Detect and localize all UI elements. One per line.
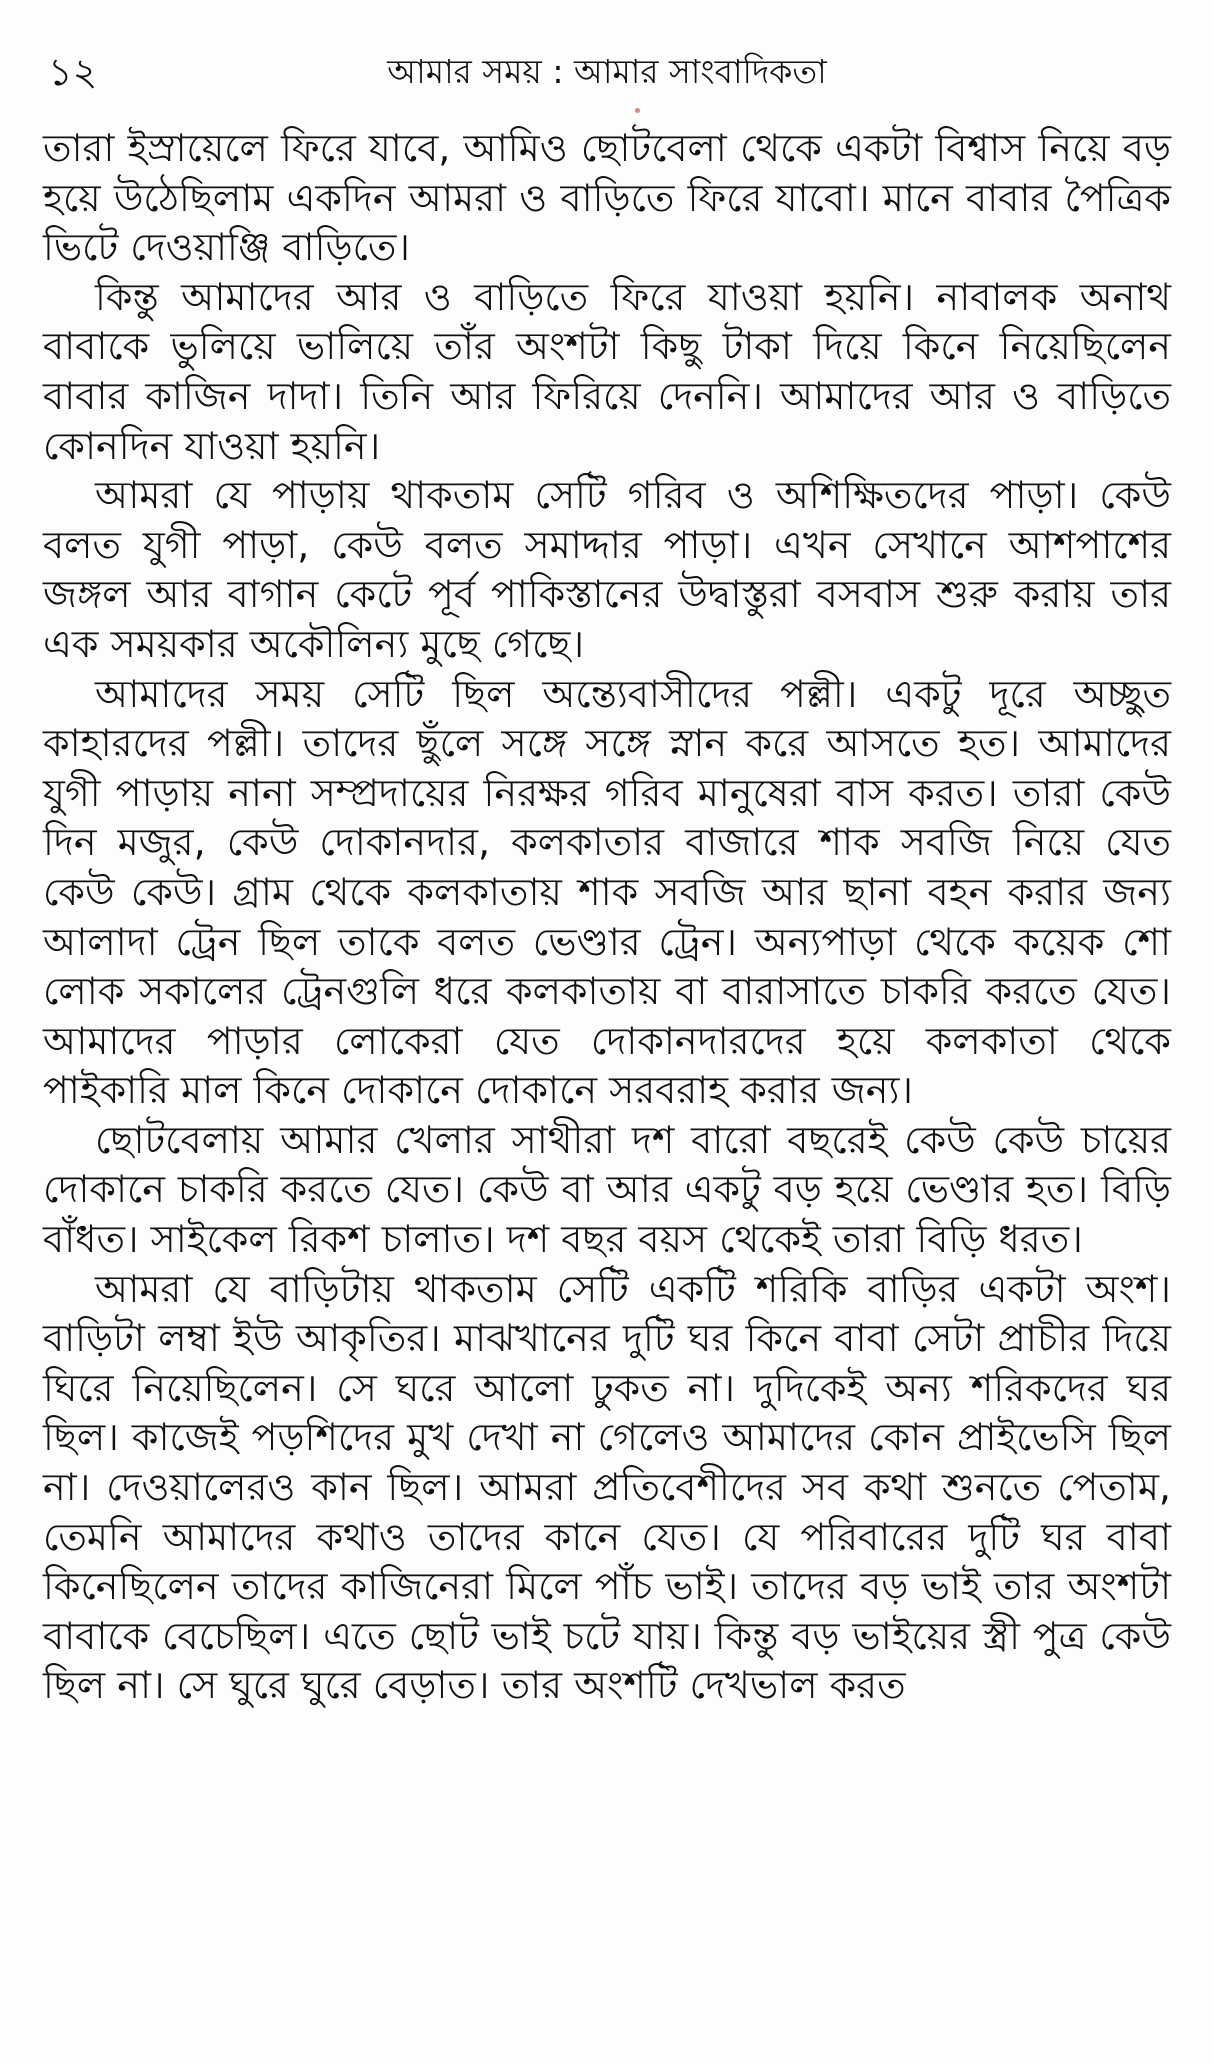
page-number: ১২	[48, 50, 98, 94]
paragraph-3: আমরা যে পাড়ায় থাকতাম সেটি গরিব ও অশিক্ষিতদের পাড়া। কেউ বলত যুগী পাড়া, কেউ বলত সমাদ্দার পাড়া। এখন সেখানে আশপাশের জঙ্গল আর বাগান কেটে পূর্ব পাকিস্তানের উদ্বাস্তুরা বসবাস শুরু করায় তার এক সময়কার অকৌলিন্য মুছে গেছে।	[43, 473, 1171, 666]
paragraph-1: তারা ইস্রায়েলে ফিরে যাবে, আমিও ছোটবেলা থেকে একটা বিশ্বাস নিয়ে বড় হয়ে উঠেছিলাম একদিন আমরা ও বাড়িতে ফিরে যাবো। মানে বাবার পৈত্রিক ভিটে দেওয়াঞ্জি বাড়িতে।	[43, 126, 1171, 270]
paragraph-4: আমাদের সময় সেটি ছিল অন্ত্যেবাসীদের পল্লী। একটু দূরে অচ্ছুত কাহারদের পল্লী। তাদের ছুঁলে সঙ্গে সঙ্গে স্নান করে আসতে হত। আমাদের যুগী পাড়ায় নানা সম্প্রদায়ের নিরক্ষর গরিব মানুষেরা বাস করত। তারা কেউ দিন মজুর, কেউ দোকানদার, কলকাতার বাজারে শাক সবজি নিয়ে যেত কেউ কেউ। গ্রাম থেকে কলকাতায় শাক সবজি আর ছানা বহন করার জন্য আলাদা ট্রেন ছিল তাকে বলত ভেণ্ডার ট্রেন। অন্যপাড়া থেকে কয়েক শো লোক সকালের ট্রেনগুলি ধরে কলকাতায় বা বারাসাতে চাকরি করতে যেত। আমাদের পাড়ার লোকেরা যেত দোকানদারদের হয়ে কলকাতা থেকে পাইকারি মাল কিনে দোকানে দোকানে সরবরাহ করার জন্য।	[43, 671, 1171, 1113]
page-header	[0, 42, 1214, 102]
paragraph-6: আমরা যে বাড়িটায় থাকতাম সেটি একটি শরিকি বাড়ির একটা অংশ। বাড়িটা লম্বা ইউ আকৃতির। মাঝখানের দুটি ঘর কিনে বাবা সেটা প্রাচীর দিয়ে ঘিরে নিয়েছিলেন। সে ঘরে আলো ঢুকত না। দুদিকেই অন্য শরিকদের ঘর ছিল। কাজেই পড়শিদের মুখ দেখা না গেলেও আমাদের কোন প্রাইভেসি ছিল না। দেওয়ালেরও কান ছিল। আমরা প্রতিবেশীদের সব কথা শুনতে পেতাম, তেমনি আমাদের কথাও তাদের কানে যেত। যে পরিবারের দুটি ঘর বাবা কিনেছিলেন তাদের কাজিনেরা মিলে পাঁচ ভাই। তাদের বড় ভাই তার অংশটা বাবাকে বেচেছিল। এতে ছোট ভাই চটে যায়। কিন্তু বড় ভাইয়ের স্ত্রী পুত্র কেউ ছিল না। সে ঘুরে ঘুরে বেড়াত। তার অংশটি দেখভাল করত	[43, 1266, 1171, 1708]
paragraph-2: কিন্তু আমাদের আর ও বাড়িতে ফিরে যাওয়া হয়নি। নাবালক অনাথ বাবাকে ভুলিয়ে ভালিয়ে তাঁর অংশটা কিছু টাকা দিয়ে কিনে নিয়েছিলেন বাবার কাজিন দাদা। তিনি আর ফিরিয়ে দেননি। আমাদের আর ও বাড়িতে কোনদিন যাওয়া হয়নি।	[43, 274, 1171, 468]
paragraph-5: ছোটবেলায় আমার খেলার সাথীরা দশ বারো বছরেই কেউ কেউ চায়ের দোকানে চাকরি করতে যেত। কেউ বা আর একটু বড় হয়ে ভেণ্ডার হত। বিড়ি বাঁধত। সাইকেল রিকশ চালাত। দশ বছর বয়স থেকেই তারা বিড়ি ধরত।	[43, 1117, 1171, 1262]
body-text	[43, 124, 1171, 1711]
running-title: আমার সময় : আমার সাংবাদিকতা	[387, 52, 827, 91]
ink-speck	[635, 108, 640, 113]
